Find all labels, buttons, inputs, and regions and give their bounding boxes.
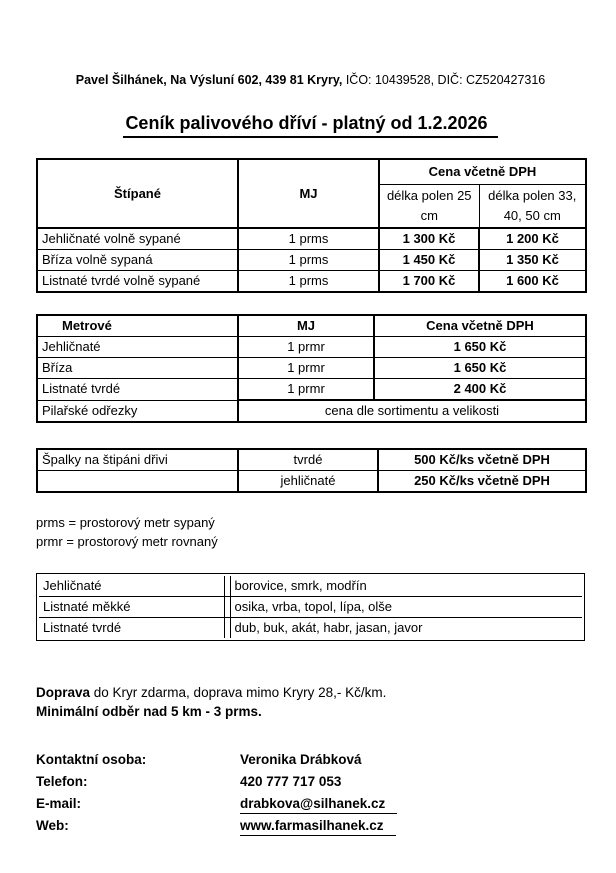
price-cell: 1 300 Kč	[379, 228, 479, 250]
unit-cell: 1 prms	[238, 228, 379, 250]
unit-cell: 1 prms	[238, 250, 379, 271]
transport-text: do Kryr zdarma, doprava mimo Kryry 28,- Kč/km.	[90, 685, 387, 700]
contact-person-value: Veronika Drábková	[240, 752, 362, 767]
table-row	[37, 379, 586, 401]
company-header	[36, 72, 585, 88]
species-cell: borovice, smrk, modřín	[230, 576, 582, 597]
table-row	[37, 337, 586, 358]
email-label: E-mail:	[36, 796, 82, 811]
price-note-cell: cena dle sortimentu a velikosti	[238, 400, 586, 422]
page-content	[36, 72, 585, 837]
table-druhy	[39, 576, 582, 638]
table-header-mj: MJ	[238, 315, 374, 337]
table-row	[37, 358, 586, 379]
minimum-order-line: Minimální odběr nad 5 km - 3 prms.	[36, 704, 262, 719]
price-cell: 2 400 Kč	[374, 379, 586, 401]
table-row	[39, 576, 582, 597]
unit-cell: 1 prmr	[238, 379, 374, 401]
wood-type-cell: Jehličnaté	[37, 337, 238, 358]
table-metrove	[36, 314, 587, 423]
contact-row	[36, 749, 585, 771]
price-cell: 1 450 Kč	[379, 250, 479, 271]
table-header-mj: MJ	[238, 159, 379, 228]
unit-cell: 1 prmr	[238, 358, 374, 379]
variant-cell: tvrdé	[238, 449, 378, 471]
wood-category-cell: Jehličnaté	[39, 576, 224, 597]
wood-type-cell: Bříza volně sypaná	[37, 250, 238, 271]
transport-line	[36, 683, 585, 702]
species-cell: dub, buk, akát, habr, jasan, javor	[234, 620, 423, 635]
unit-cell: 1 prmr	[238, 337, 374, 358]
table-header-stipane: Štípané	[37, 159, 238, 228]
phone-value: 420 777 717 053	[240, 774, 342, 789]
table-row	[37, 400, 586, 422]
title-wrap	[36, 112, 585, 138]
table-header-price: Cena včetně DPH	[379, 159, 586, 185]
company-ids: IČO: 10439528, DIČ: CZ520427316	[342, 73, 546, 87]
wood-type-cell	[37, 471, 238, 493]
wood-type-cell: Jehličnaté volně sypané	[37, 228, 238, 250]
table-druhy-wrap	[36, 573, 585, 641]
table-row	[37, 271, 586, 293]
wood-type-cell: Listnaté tvrdé	[37, 379, 238, 401]
unit-notes	[36, 513, 585, 551]
price-cell: 1 650 Kč	[374, 358, 586, 379]
table-row	[37, 228, 586, 250]
email-link[interactable]: drabkova@silhanek.cz	[240, 794, 397, 814]
table-spalky	[36, 448, 587, 493]
contact-person-label: Kontaktní osoba:	[36, 752, 147, 767]
table-subheader-length-33: délka polen 33, 40, 50 cm	[479, 185, 586, 229]
variant-cell: jehličnaté	[238, 471, 378, 493]
contact-row	[36, 815, 585, 837]
table-subheader-length-25: délka polen 25 cm	[379, 185, 479, 229]
contact-section	[36, 749, 585, 837]
price-cell: 1 200 Kč	[479, 228, 586, 250]
table-row	[39, 618, 582, 639]
web-link[interactable]: www.farmasilhanek.cz	[240, 816, 396, 836]
phone-label: Telefon:	[36, 774, 88, 789]
note-prmr: prmr = prostorový metr rovnaný	[36, 534, 218, 549]
transport-info	[36, 683, 585, 721]
price-cell: 250 Kč/ks včetně DPH	[378, 471, 586, 493]
wood-category-cell: Listnaté měkké	[39, 597, 224, 618]
table-row	[37, 471, 586, 493]
table-row	[37, 250, 586, 271]
transport-label: Doprava	[36, 685, 91, 700]
email-value-wrap	[240, 793, 585, 815]
table-row	[37, 449, 586, 471]
company-address: Pavel Šilhánek, Na Výsluní 602, 439 81 Kryry,	[75, 73, 343, 87]
species-cell: osika, vrba, topol, lípa, olše	[230, 597, 582, 618]
web-label: Web:	[36, 818, 69, 833]
table-stipane	[36, 158, 587, 293]
note-prms: prms = prostorový metr sypaný	[36, 515, 215, 530]
contact-row	[36, 793, 585, 815]
unit-cell: 1 prms	[238, 271, 379, 293]
price-cell: 1 350 Kč	[479, 250, 586, 271]
price-cell: 1 600 Kč	[479, 271, 586, 293]
price-cell: 1 650 Kč	[374, 337, 586, 358]
table-row	[39, 597, 582, 618]
page-title: Ceník palivového dříví - platný od 1.2.2026	[123, 112, 497, 138]
price-cell: 1 700 Kč	[379, 271, 479, 293]
wood-type-cell: Pilařské odřezky	[37, 400, 238, 422]
wood-category-cell: Listnaté tvrdé	[43, 620, 122, 635]
table-header-price: Cena včetně DPH	[374, 315, 586, 337]
contact-row	[36, 771, 585, 793]
web-value-wrap	[240, 815, 585, 837]
wood-type-cell: Bříza	[37, 358, 238, 379]
wood-type-cell: Listnaté tvrdé volně sypané	[37, 271, 238, 293]
table-header-metrove: Metrové	[37, 315, 238, 337]
price-cell: 500 Kč/ks včetně DPH	[378, 449, 586, 471]
wood-type-cell: Špalky na štipáni dřivi	[37, 449, 238, 471]
